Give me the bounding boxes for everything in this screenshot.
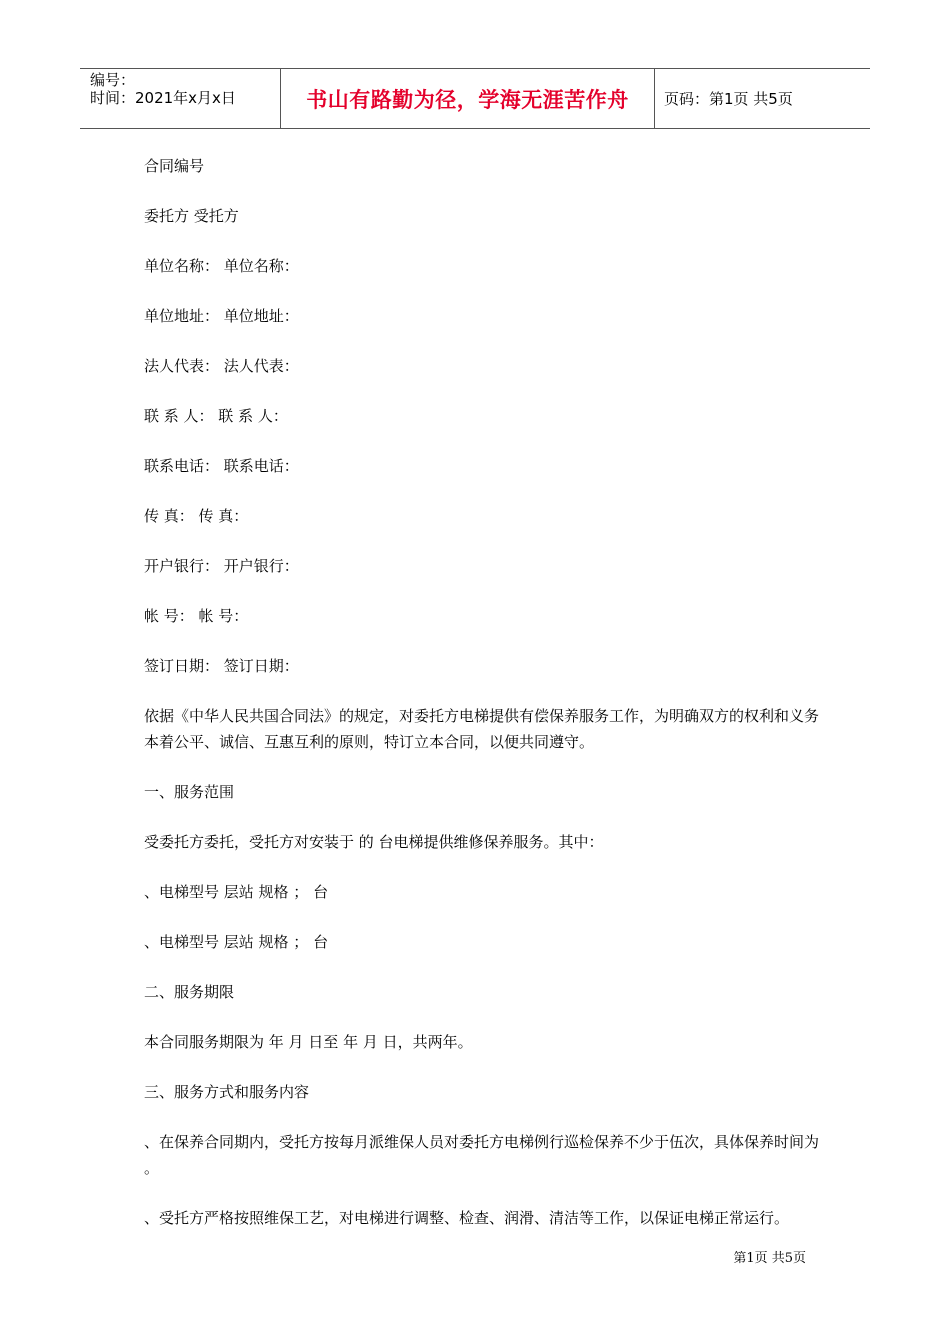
field-legal-representative: 法人代表： 法人代表：: [144, 357, 299, 375]
field-phone: 联系电话： 联系电话：: [144, 457, 299, 475]
document-number-label: 编号：: [90, 71, 136, 89]
field-sign-date: 签订日期： 签订日期：: [144, 657, 299, 675]
preamble-paragraph: 依据《中华人民共国合同法》的规定，对委托方电梯提供有偿保养服务工作，为明确双方的权利和义务本着公平、诚信、互惠互利的原则，特订立本合同，以便共同遵守。: [144, 707, 820, 751]
parties-heading: 委托方 受托方: [144, 207, 239, 225]
service-clause: 、在保养合同期内，受托方按每月派维保人员对委托方电梯例行巡检保养不少于伍次，具体保养时间为 。: [144, 1133, 820, 1177]
field-company-name: 单位名称： 单位名称：: [144, 257, 299, 275]
field-contact-person: 联 系 人： 联 系 人：: [144, 407, 288, 425]
contract-number: 合同编号: [144, 157, 205, 175]
section-heading-scope: 一、服务范围: [144, 783, 235, 801]
field-account: 帐 号： 帐 号：: [144, 607, 249, 625]
document-date: 时间：2021年x月x日: [90, 89, 236, 107]
section-heading-service: 三、服务方式和服务内容: [144, 1083, 310, 1101]
elevator-item: 、电梯型号 层站 规格 ； 台: [144, 933, 329, 951]
term-paragraph: 本合同服务期限为 年 月 日至 年 月 日，共两年。: [144, 1033, 473, 1051]
field-bank: 开户银行： 开户银行：: [144, 557, 299, 575]
scope-paragraph: 受委托方委托，受托方对安装于 的 台电梯提供维修保养服务。其中：: [144, 833, 604, 851]
field-fax: 传 真： 传 真：: [144, 507, 249, 525]
header-motto: 书山有路勤为径，学海无涯苦作舟: [281, 69, 655, 128]
page-footer: 第1页 共5页: [733, 1251, 806, 1266]
header-page-info: 页码：第1页 共5页: [664, 90, 793, 108]
service-clause: 、受托方严格按照维保工艺，对电梯进行调整、检查、润滑、清洁等工作，以保证电梯正常运行。: [144, 1209, 790, 1227]
page-header: [80, 68, 870, 129]
field-company-address: 单位地址： 单位地址：: [144, 307, 299, 325]
contract-body: [144, 153, 822, 1255]
section-heading-term: 二、服务期限: [144, 983, 235, 1001]
header-meta: [80, 69, 281, 128]
elevator-item: 、电梯型号 层站 规格 ； 台: [144, 883, 329, 901]
